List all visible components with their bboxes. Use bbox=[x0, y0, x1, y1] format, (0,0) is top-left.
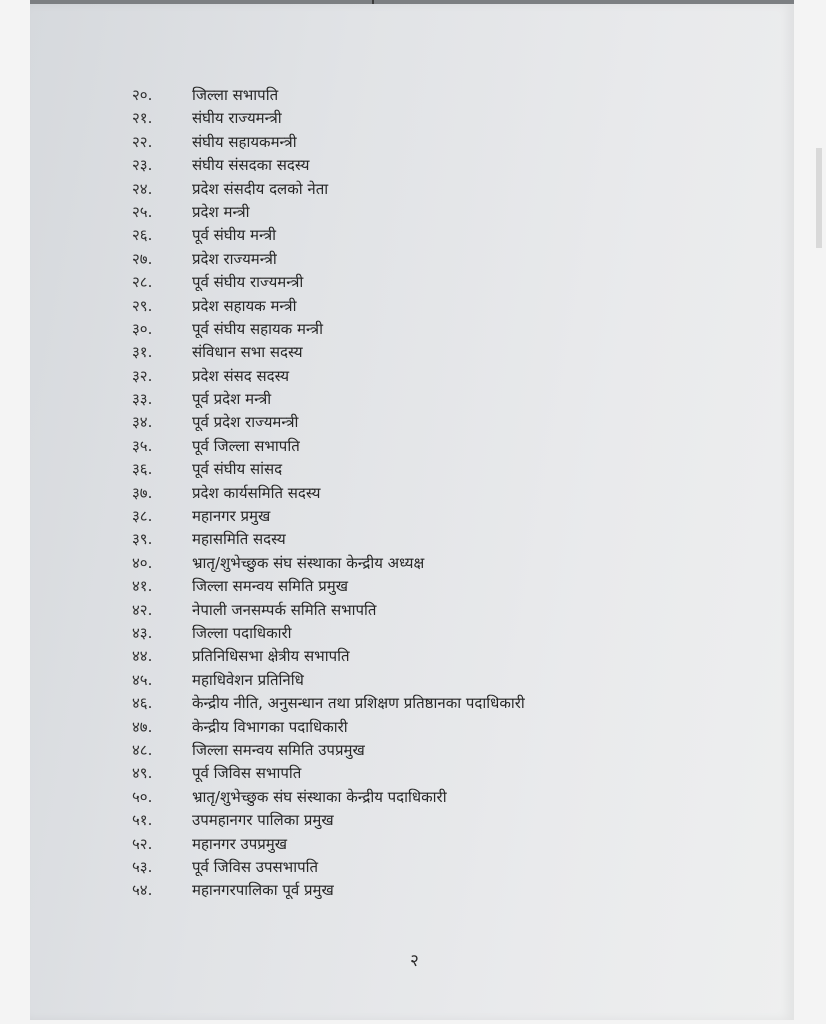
item-number: ४०. bbox=[132, 553, 153, 572]
list-item bbox=[110, 295, 750, 318]
list-item bbox=[110, 528, 750, 551]
item-label: भ्रातृ/शुभेच्छुक संघ संस्थाका केन्द्रीय पदाधिकारी bbox=[192, 787, 447, 806]
list-item bbox=[110, 739, 750, 762]
item-label: महानगर उपप्रमुख bbox=[192, 834, 288, 853]
item-label: प्रतिनिधिसभा क्षेत्रीय सभापति bbox=[192, 647, 350, 666]
item-number: ५४. bbox=[132, 881, 153, 900]
item-number: ३४. bbox=[132, 413, 153, 432]
item-number: २५. bbox=[132, 202, 153, 221]
item-label: पूर्व प्रदेश मन्त्री bbox=[192, 390, 272, 409]
item-number: ४५. bbox=[132, 670, 153, 689]
item-number: २३. bbox=[132, 156, 153, 175]
list-item bbox=[110, 599, 750, 622]
list-item bbox=[110, 622, 750, 645]
item-label: जिल्ला पदाधिकारी bbox=[192, 623, 292, 642]
item-number: ४३. bbox=[132, 623, 153, 642]
item-number: ३०. bbox=[132, 319, 153, 338]
item-label: पूर्व संघीय मन्त्री bbox=[192, 226, 276, 245]
list-item bbox=[110, 178, 750, 201]
list-item bbox=[110, 645, 750, 668]
list-item bbox=[110, 201, 750, 224]
item-number: ३६. bbox=[132, 460, 153, 479]
list-item bbox=[110, 435, 750, 458]
item-label: महानगरपालिका पूर्व प्रमुख bbox=[192, 881, 334, 900]
item-number: २९. bbox=[132, 296, 153, 315]
item-label: पूर्व संघीय सांसद bbox=[192, 460, 283, 479]
position-list bbox=[110, 84, 750, 903]
list-item bbox=[110, 248, 750, 271]
item-number: २८. bbox=[132, 273, 153, 292]
item-label: पूर्व जिविस सभापति bbox=[192, 764, 302, 783]
item-label: पूर्व जिविस उपसभापति bbox=[192, 857, 319, 876]
item-number: ४१. bbox=[132, 577, 153, 596]
list-item bbox=[110, 575, 750, 598]
item-label: भ्रातृ/शुभेच्छुक संघ संस्थाका केन्द्रीय अध्यक्ष bbox=[192, 553, 425, 572]
item-number: ५०. bbox=[132, 787, 153, 806]
list-item bbox=[110, 482, 750, 505]
item-label: महानगर प्रमुख bbox=[192, 507, 271, 526]
item-label: पूर्व संघीय राज्यमन्त्री bbox=[192, 273, 304, 292]
list-item bbox=[110, 318, 750, 341]
item-number: २०. bbox=[132, 86, 153, 104]
item-number: ५३. bbox=[132, 857, 153, 876]
list-item bbox=[110, 669, 750, 692]
item-number: ३१. bbox=[132, 343, 153, 362]
list-item bbox=[110, 388, 750, 411]
item-label: महाधिवेशन प्रतिनिधि bbox=[192, 670, 304, 689]
list-item bbox=[110, 271, 750, 294]
item-label: जिल्ला समन्वय समिति प्रमुख bbox=[192, 577, 348, 596]
item-number: ३३. bbox=[132, 390, 153, 409]
page-number: २ bbox=[410, 951, 419, 971]
list-item bbox=[110, 762, 750, 785]
item-label: संघीय सहायकमन्त्री bbox=[192, 132, 297, 151]
list-item bbox=[110, 365, 750, 388]
item-number: ४९. bbox=[132, 764, 153, 783]
item-label: प्रदेश सहायक मन्त्री bbox=[192, 296, 297, 315]
item-label: प्रदेश मन्त्री bbox=[192, 202, 250, 221]
item-number: २७. bbox=[132, 249, 153, 268]
list-item bbox=[110, 879, 750, 902]
scan-edge-mark bbox=[816, 148, 822, 248]
item-number: ३८. bbox=[132, 507, 153, 526]
list-item bbox=[110, 131, 750, 154]
list-item bbox=[110, 224, 750, 247]
item-number: २६. bbox=[132, 226, 153, 245]
item-label: नेपाली जनसम्पर्क समिति सभापति bbox=[192, 600, 377, 619]
list-item bbox=[110, 458, 750, 481]
item-number: ४४. bbox=[132, 647, 153, 666]
list-item bbox=[110, 552, 750, 575]
item-number: २१. bbox=[132, 109, 153, 128]
item-label: जिल्ला सभापति bbox=[192, 86, 279, 104]
item-label: प्रदेश कार्यसमिति सदस्य bbox=[192, 483, 321, 502]
item-number: ४७. bbox=[132, 717, 153, 736]
item-label: संघीय राज्यमन्त्री bbox=[192, 109, 282, 128]
item-label: पूर्व संघीय सहायक मन्त्री bbox=[192, 319, 323, 338]
item-number: ३२. bbox=[132, 366, 153, 385]
list-item bbox=[110, 716, 750, 739]
item-label: संघीय संसदका सदस्य bbox=[192, 156, 310, 175]
list-item bbox=[110, 833, 750, 856]
list-item bbox=[110, 107, 750, 130]
item-label: केन्द्रीय विभागका पदाधिकारी bbox=[192, 717, 348, 736]
item-label: पूर्व जिल्ला सभापति bbox=[192, 436, 300, 455]
list-item bbox=[110, 786, 750, 809]
list-item bbox=[110, 84, 750, 107]
item-number: ५२. bbox=[132, 834, 153, 853]
item-label: प्रदेश राज्यमन्त्री bbox=[192, 249, 277, 268]
item-number: ४८. bbox=[132, 740, 153, 759]
list-item bbox=[110, 692, 750, 715]
item-label: पूर्व प्रदेश राज्यमन्त्री bbox=[192, 413, 299, 432]
item-number: ३९. bbox=[132, 530, 153, 549]
item-number: ३५. bbox=[132, 436, 153, 455]
item-label: जिल्ला समन्वय समिति उपप्रमुख bbox=[192, 740, 365, 759]
item-number: ५१. bbox=[132, 811, 153, 830]
item-label: महासमिति सदस्य bbox=[192, 530, 286, 549]
list-item bbox=[110, 341, 750, 364]
item-label: प्रदेश संसदीय दलको नेता bbox=[192, 179, 329, 198]
item-number: ४६. bbox=[132, 694, 153, 713]
list-item bbox=[110, 411, 750, 434]
item-number: ३७. bbox=[132, 483, 153, 502]
item-number: २२. bbox=[132, 132, 153, 151]
item-label: केन्द्रीय नीति, अनुसन्धान तथा प्रशिक्षण प्रतिष्ठानका पदाधिकारी bbox=[192, 694, 525, 713]
item-number: २४. bbox=[132, 179, 153, 198]
list-item bbox=[110, 856, 750, 879]
list-item bbox=[110, 809, 750, 832]
list-item bbox=[110, 505, 750, 528]
item-label: संविधान सभा सदस्य bbox=[192, 343, 303, 362]
list-item bbox=[110, 154, 750, 177]
item-label: प्रदेश संसद सदस्य bbox=[192, 366, 290, 385]
item-number: ४२. bbox=[132, 600, 153, 619]
item-label: उपमहानगर पालिका प्रमुख bbox=[192, 811, 334, 830]
